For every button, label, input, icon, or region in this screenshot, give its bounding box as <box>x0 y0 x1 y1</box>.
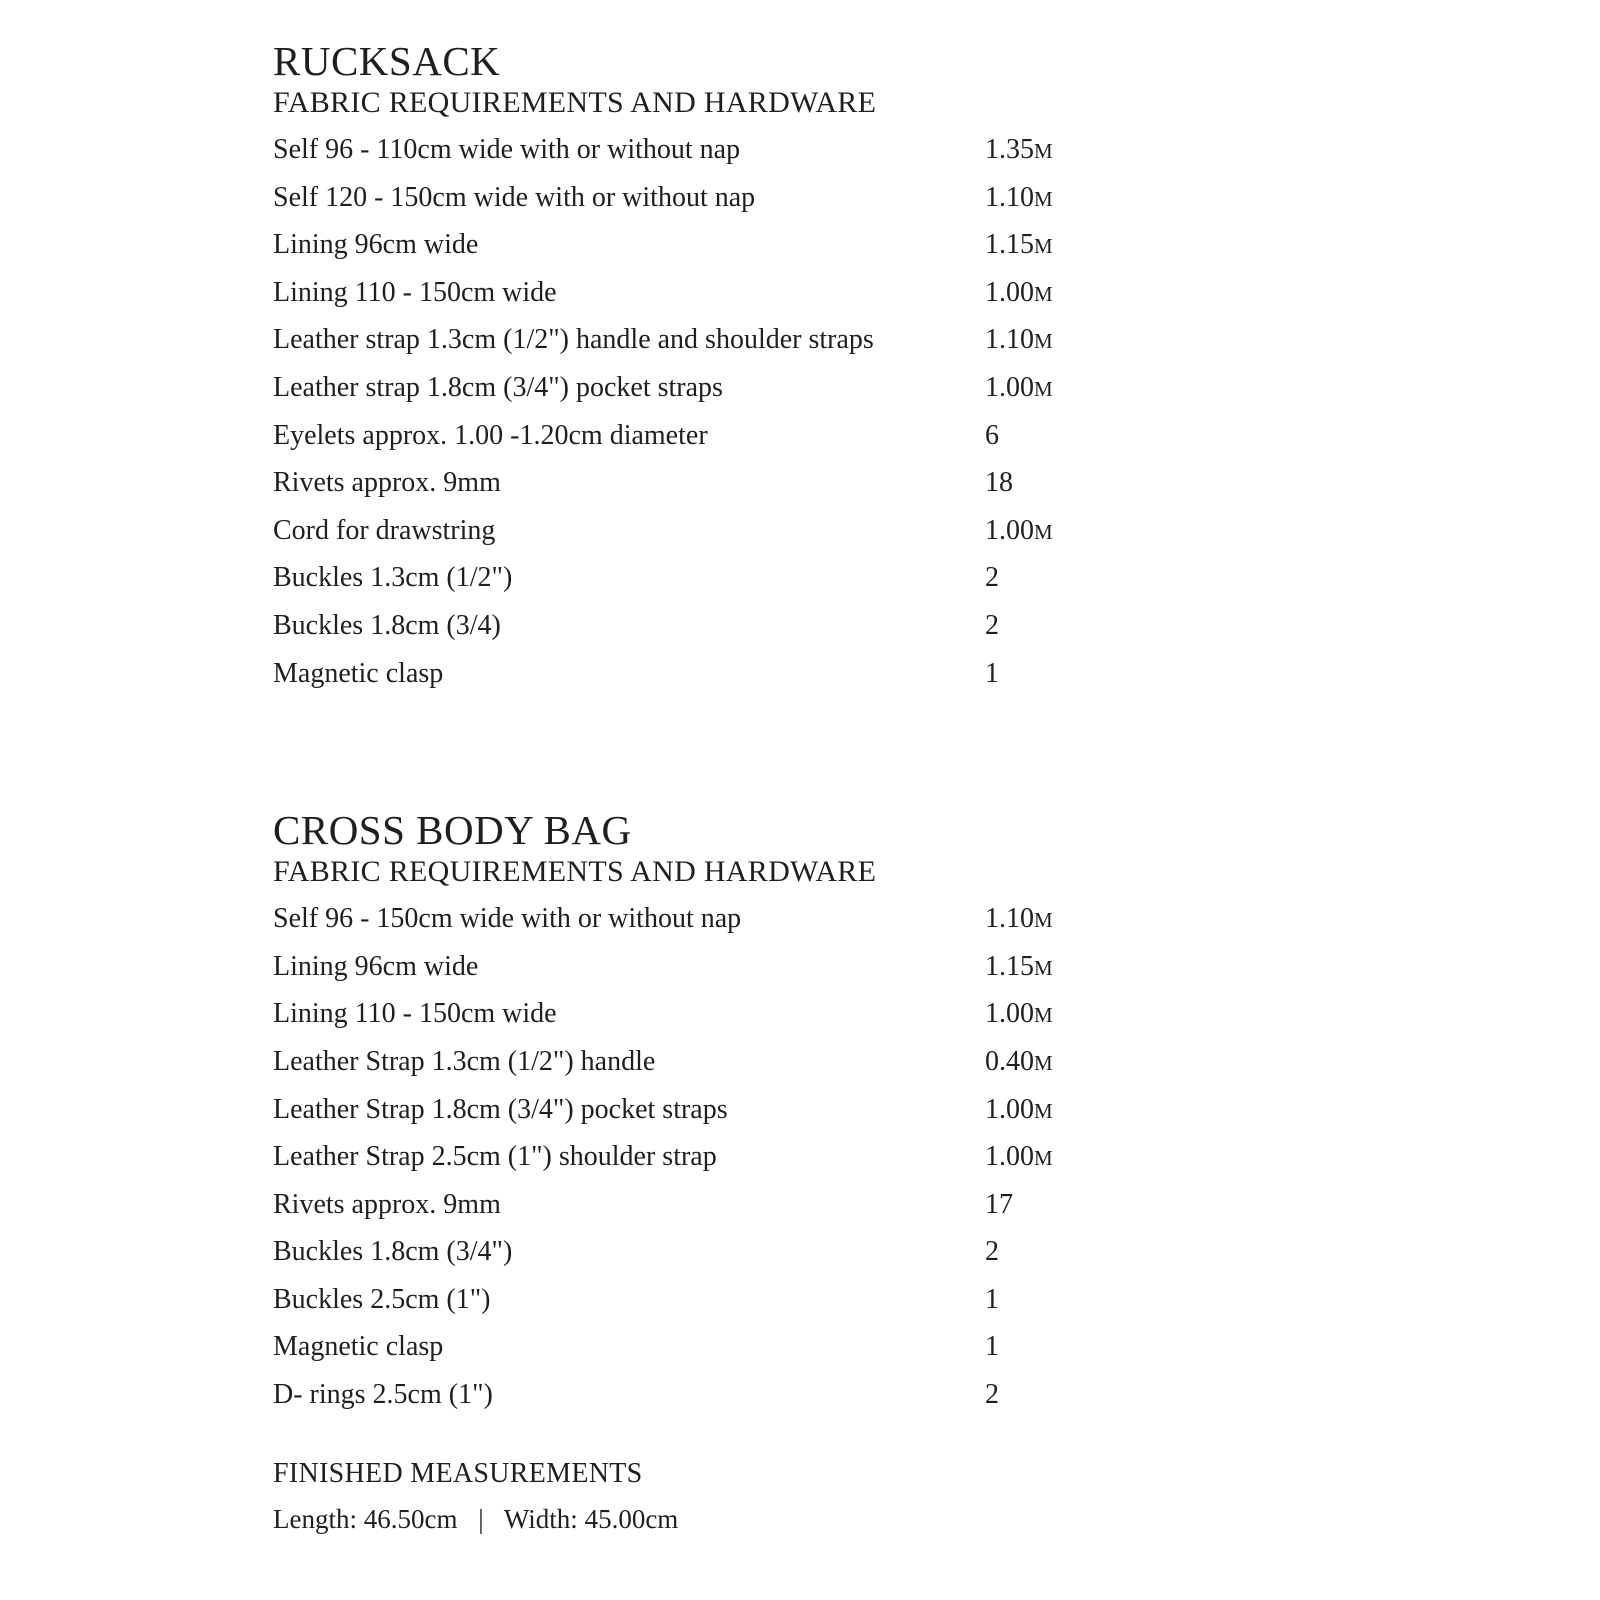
requirement-quantity <box>985 126 1053 176</box>
measurement-separator: | <box>478 1503 484 1534</box>
quantity-value: 1.00 <box>985 276 1034 308</box>
rucksack-requirements-list <box>273 126 1273 697</box>
requirement-row <box>273 650 1273 698</box>
requirement-description: Rivets approx. 9mm <box>273 467 501 499</box>
requirement-row <box>273 1276 1273 1324</box>
quantity-value: 1.10 <box>985 324 1034 356</box>
requirement-row <box>273 602 1273 650</box>
requirement-description: Eyelets approx. 1.00 -1.20cm diameter <box>273 419 708 451</box>
requirement-description: Buckles 1.3cm (1/2") <box>273 562 513 594</box>
requirement-row <box>273 126 1273 174</box>
requirement-row <box>273 316 1273 364</box>
requirement-quantity <box>985 269 1053 319</box>
requirement-row <box>273 1323 1273 1371</box>
quantity-value: 17 <box>985 1188 1013 1220</box>
length-label: Length: <box>273 1503 357 1534</box>
requirement-description: Leather Strap 1.8cm (3/4") pocket straps <box>273 1093 728 1125</box>
quantity-value: 6 <box>985 419 999 451</box>
requirement-description: Leather strap 1.3cm (1/2") handle and shoulder straps <box>273 324 874 356</box>
requirement-quantity <box>985 990 1053 1040</box>
quantity-value: 18 <box>985 467 1013 499</box>
requirement-description: Self 96 - 150cm wide with or without nap <box>273 903 742 935</box>
document-page <box>273 38 1273 1537</box>
quantity-value: 1 <box>985 657 999 689</box>
requirement-quantity <box>985 554 999 604</box>
requirement-row <box>273 174 1273 222</box>
requirement-quantity <box>985 895 1053 945</box>
quantity-value: 1.15 <box>985 950 1034 982</box>
cross-body-bag-title: CROSS BODY BAG <box>273 807 632 854</box>
requirement-description: Self 96 - 110cm wide with or without nap <box>273 134 741 165</box>
requirement-row <box>273 412 1273 460</box>
quantity-value: 1.35 <box>985 134 1034 165</box>
cross-body-bag-requirements-list <box>273 895 1273 1419</box>
quantity-unit: M <box>1034 955 1054 980</box>
requirement-row <box>273 1038 1273 1086</box>
requirement-row <box>273 990 1273 1038</box>
requirement-description: Cord for drawstring <box>273 514 496 546</box>
requirement-description: Rivets approx. 9mm <box>273 1188 501 1220</box>
requirement-description: Self 120 - 150cm wide with or without nap <box>273 181 756 213</box>
cross-body-bag-section <box>273 807 1273 1419</box>
requirement-row <box>273 895 1273 943</box>
quantity-unit: M <box>1034 1098 1054 1123</box>
quantity-unit: M <box>1034 139 1054 163</box>
requirement-quantity <box>985 943 1053 993</box>
requirement-description: Leather Strap 1.3cm (1/2") handle <box>273 1045 656 1077</box>
requirement-quantity <box>985 650 999 700</box>
quantity-value: 1.15 <box>985 229 1034 261</box>
finished-measurements-title: FINISHED MEASUREMENTS <box>273 1457 643 1489</box>
quantity-unit: M <box>1034 329 1054 354</box>
requirement-quantity <box>985 316 1053 366</box>
requirement-row <box>273 507 1273 555</box>
requirement-quantity <box>985 1228 999 1278</box>
quantity-unit: M <box>1034 908 1054 933</box>
requirement-row <box>273 459 1273 507</box>
quantity-value: 1.00 <box>985 1141 1034 1173</box>
quantity-unit: M <box>1034 376 1054 401</box>
quantity-value: 2 <box>985 1236 999 1268</box>
quantity-value: 1.00 <box>985 1093 1034 1125</box>
requirement-quantity <box>985 221 1053 271</box>
requirement-description: Buckles 2.5cm (1") <box>273 1283 491 1315</box>
quantity-value: 1.00 <box>985 371 1034 403</box>
quantity-value: 1.10 <box>985 903 1034 935</box>
quantity-value: 1 <box>985 1331 999 1363</box>
quantity-unit: M <box>1034 234 1054 259</box>
quantity-value: 2 <box>985 1379 999 1411</box>
requirement-description: Magnetic clasp <box>273 1331 444 1363</box>
requirement-description: Buckles 1.8cm (3/4) <box>273 609 501 641</box>
requirement-description: Buckles 1.8cm (3/4") <box>273 1236 513 1268</box>
rucksack-title: RUCKSACK <box>273 38 501 84</box>
requirement-description: Lining 96cm wide <box>273 950 479 982</box>
quantity-unit: M <box>1034 519 1054 544</box>
requirement-quantity <box>985 459 1013 509</box>
finished-measurements-row <box>273 1501 1273 1537</box>
requirement-row <box>273 1086 1273 1134</box>
quantity-unit: M <box>1034 1003 1054 1028</box>
requirement-description: D- rings 2.5cm (1") <box>273 1379 493 1411</box>
quantity-unit: M <box>1034 186 1054 211</box>
requirement-quantity <box>985 364 1053 414</box>
requirement-description: Lining 110 - 150cm wide <box>273 998 557 1030</box>
quantity-value: 1.00 <box>985 514 1034 546</box>
requirement-quantity <box>985 1323 999 1373</box>
requirement-row <box>273 269 1273 317</box>
quantity-value: 0.40 <box>985 1045 1034 1077</box>
requirement-row <box>273 1133 1273 1181</box>
requirement-quantity <box>985 1181 1013 1231</box>
requirement-row <box>273 1371 1273 1419</box>
quantity-value: 2 <box>985 562 999 594</box>
width-value: 45.00cm <box>584 1503 679 1534</box>
requirement-row <box>273 221 1273 269</box>
cross-body-bag-subtitle: FABRIC REQUIREMENTS AND HARDWARE <box>273 855 877 889</box>
width-label: Width: <box>503 1503 578 1534</box>
requirement-row <box>273 1181 1273 1229</box>
requirement-quantity <box>985 1133 1053 1183</box>
rucksack-subtitle: FABRIC REQUIREMENTS AND HARDWARE <box>273 86 877 119</box>
requirement-quantity <box>985 412 999 462</box>
quantity-value: 2 <box>985 609 999 641</box>
requirement-description: Lining 96cm wide <box>273 229 479 261</box>
quantity-unit: M <box>1034 1146 1054 1171</box>
requirement-quantity <box>985 1371 999 1421</box>
requirement-description: Leather Strap 2.5cm (1") shoulder strap <box>273 1141 717 1173</box>
requirement-quantity <box>985 1276 999 1326</box>
requirement-row <box>273 364 1273 412</box>
requirement-description: Lining 110 - 150cm wide <box>273 276 557 308</box>
requirement-row <box>273 943 1273 991</box>
rucksack-section <box>273 38 1273 697</box>
requirement-quantity <box>985 507 1053 557</box>
requirement-quantity <box>985 174 1053 224</box>
finished-measurements-section <box>273 1457 1273 1537</box>
quantity-value: 1.00 <box>985 998 1034 1030</box>
requirement-row <box>273 554 1273 602</box>
quantity-unit: M <box>1034 281 1054 306</box>
requirement-description: Magnetic clasp <box>273 657 444 689</box>
requirement-row <box>273 1228 1273 1276</box>
quantity-unit: M <box>1034 1050 1054 1075</box>
quantity-value: 1.10 <box>985 181 1034 213</box>
length-value: 46.50cm <box>363 1503 458 1534</box>
requirement-quantity <box>985 1038 1053 1088</box>
requirement-description: Leather strap 1.8cm (3/4") pocket straps <box>273 371 723 403</box>
requirement-quantity <box>985 1086 1053 1136</box>
requirement-quantity <box>985 602 999 652</box>
quantity-value: 1 <box>985 1283 999 1315</box>
